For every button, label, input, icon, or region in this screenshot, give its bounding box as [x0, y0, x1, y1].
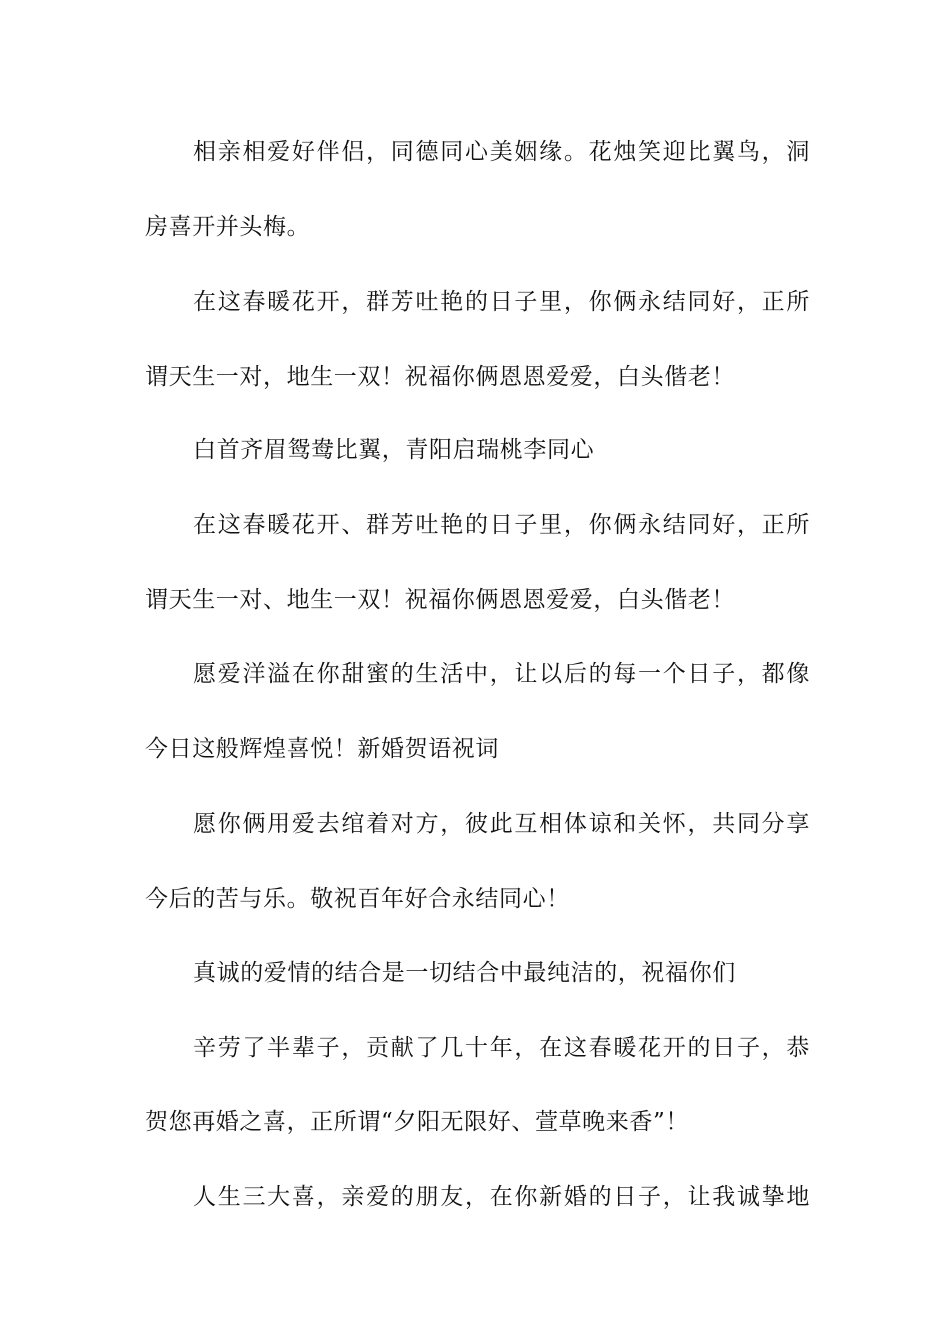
paragraph-1-line-1: 相亲相爱好伴侣，同德同心美姻缘。花烛笑迎比翼鸟，洞 [193, 139, 810, 165]
paragraph-1-line-2: 房喜开并头梅。 [145, 214, 311, 240]
paragraph-8-line-1: 辛劳了半辈子，贡献了几十年，在这春暖花开的日子，恭 [193, 1035, 810, 1061]
paragraph-4-line-1: 在这春暖花开、群芳吐艳的日子里，你俩永结同好，正所 [193, 512, 810, 538]
paragraph-2-line-1: 在这春暖花开，群芳吐艳的日子里，你俩永结同好，正所 [193, 289, 810, 315]
paragraph-5-line-2: 今日这般辉煌喜悦！新婚贺语祝词 [145, 736, 499, 762]
paragraph-4-line-2: 谓天生一对、地生一双！祝福你俩恩恩爱爱，白头偕老！ [145, 587, 735, 613]
paragraph-9-line-1: 人生三大喜，亲爱的朋友，在你新婚的日子，让我诚挚地 [193, 1184, 810, 1210]
paragraph-7-line-1: 真诚的爱情的结合是一切结合中最纯洁的，祝福你们 [193, 960, 736, 986]
paragraph-8-line-2: 贺您再婚之喜，正所谓“夕阳无限好、萱草晚来香”！ [145, 1109, 689, 1135]
paragraph-2-line-2: 谓天生一对，地生一双！祝福你俩恩恩爱爱，白头偕老！ [145, 364, 735, 390]
paragraph-6-line-2: 今后的苦与乐。敬祝百年好合永结同心！ [145, 886, 570, 912]
paragraph-5-line-1: 愿爱洋溢在你甜蜜的生活中，让以后的每一个日子，都像 [193, 661, 810, 687]
paragraph-6-line-1: 愿你俩用爱去绾着对方，彼此互相体谅和关怀，共同分享 [193, 811, 810, 837]
paragraph-3-line-1: 白首齐眉鸳鸯比翼，青阳启瑞桃李同心 [193, 437, 595, 463]
